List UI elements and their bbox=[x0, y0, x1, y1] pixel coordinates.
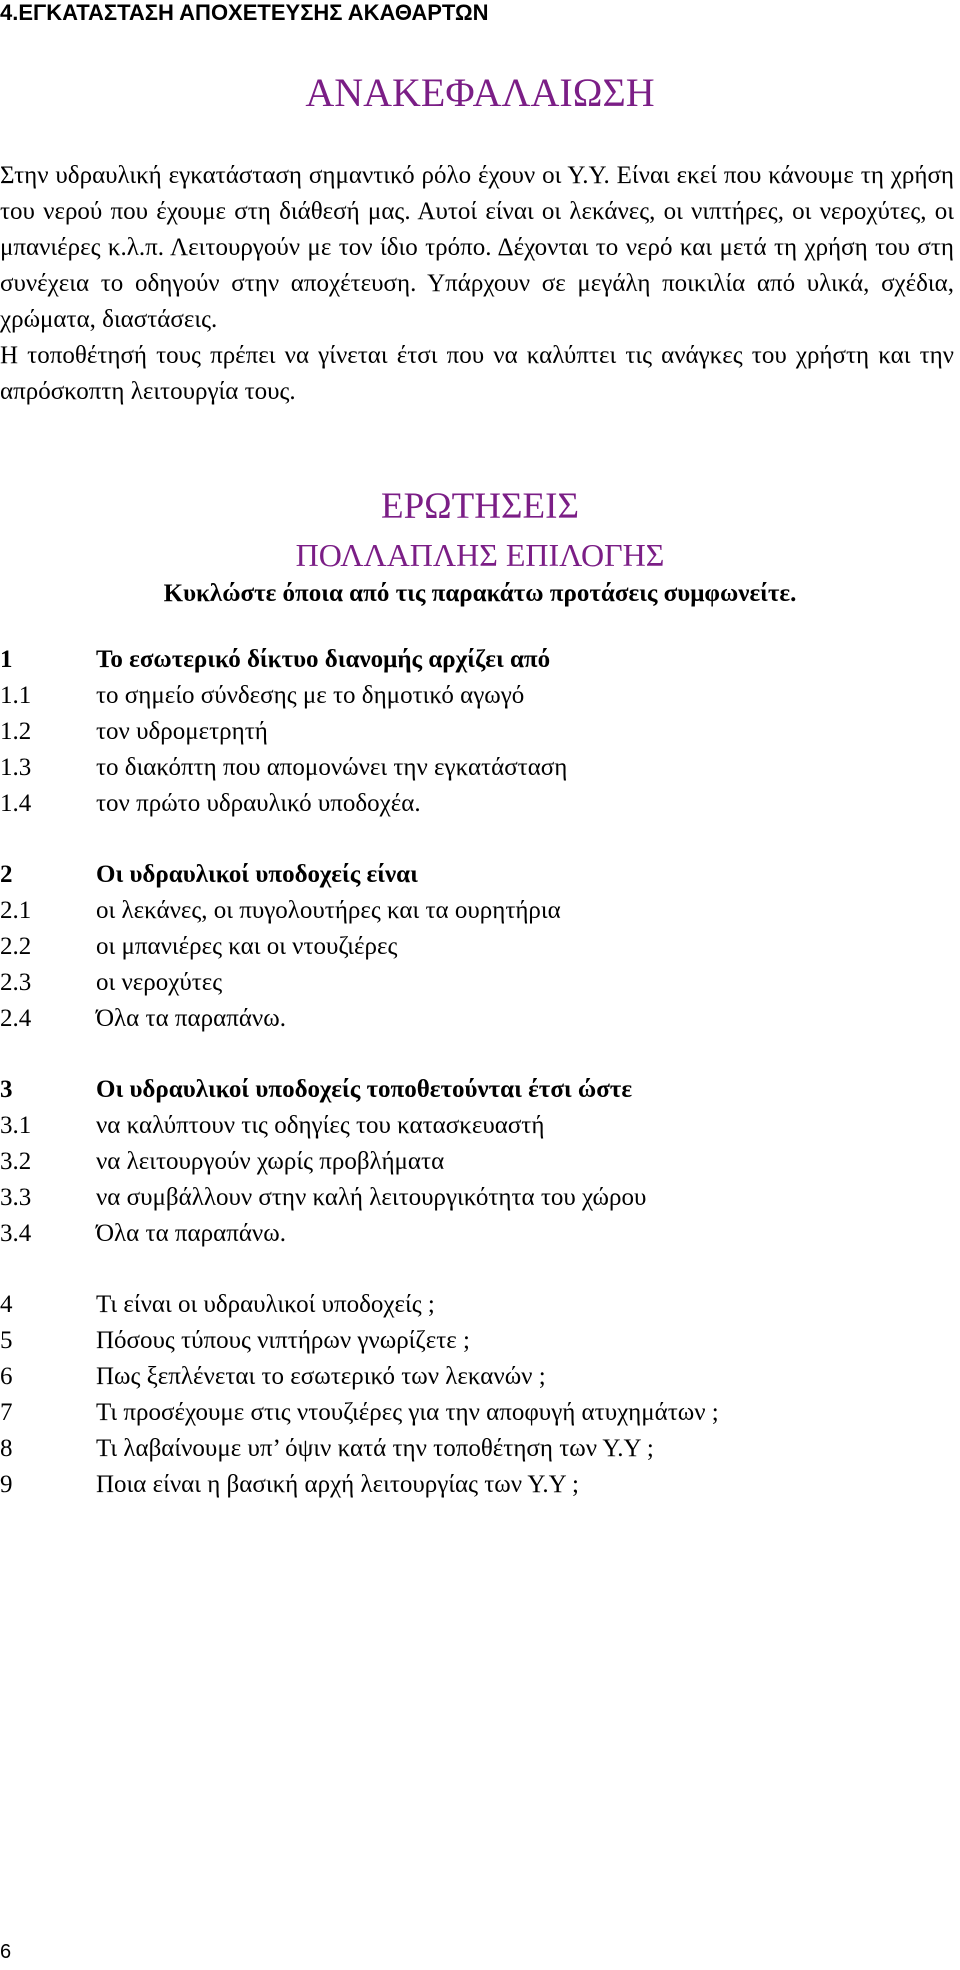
question-3 bbox=[0, 1072, 960, 1252]
option-row[interactable] bbox=[0, 1001, 960, 1037]
question-number: 2 bbox=[0, 861, 13, 888]
question-number: 9 bbox=[0, 1471, 13, 1498]
question-number: 4 bbox=[0, 1291, 13, 1318]
option-row[interactable] bbox=[0, 1108, 960, 1144]
option-number: 1.2 bbox=[0, 718, 32, 745]
option-row[interactable] bbox=[0, 678, 960, 714]
option-text: Όλα τα παραπάνω. bbox=[96, 1220, 286, 1247]
option-number: 1.3 bbox=[0, 754, 32, 781]
question-number: 5 bbox=[0, 1327, 13, 1354]
option-row[interactable] bbox=[0, 750, 960, 786]
questions-subtitle: ΠΟΛΛΑΠΛΗΣ ΕΠΙΛΟΓΗΣ bbox=[295, 537, 665, 573]
option-text: το διακόπτη που απομονώνει την εγκατάσταση bbox=[96, 754, 568, 781]
option-number: 3.1 bbox=[0, 1112, 32, 1139]
question-text: Οι υδραυλικοί υποδοχείς είναι bbox=[96, 861, 418, 888]
option-row[interactable] bbox=[0, 965, 960, 1001]
option-text: το σημείο σύνδεσης με το δημοτικό αγωγό bbox=[96, 682, 525, 709]
option-number: 3.2 bbox=[0, 1148, 32, 1175]
option-row[interactable] bbox=[0, 893, 960, 929]
question-number: 6 bbox=[0, 1363, 13, 1390]
option-text: να συμβάλλουν στην καλή λειτουργικότητα του χώρου bbox=[96, 1184, 647, 1211]
question-text: Πως ξεπλένεται το εσωτερικό των λεκανών ; bbox=[96, 1363, 546, 1390]
question-row bbox=[0, 857, 960, 893]
summary-paragraph-1: Στην υδραυλική εγκατάσταση σημαντικό ρόλο έχουν οι Υ.Υ. Είναι εκεί που κάνουμε τη χρήση του νερού που έχουμε στη διάθεσή μας. Αυτοί είναι οι λεκάνες, οι νιπτήρες, οι νεροχύτες, οι μπανιέρες κ.λ.π. Λειτουργούν με τον ίδιο τρόπο. Δέχονται το νερό και μετά τη χρήση του στη συνέχεια το οδηγούν στην αποχέτευση. Υπάρχουν σε μεγάλη ποικιλία από υλικά, σχέδια, χρώματα, διαστάσεις. bbox=[0, 162, 954, 333]
option-number: 2.1 bbox=[0, 897, 32, 924]
open-question-row bbox=[0, 1467, 960, 1503]
option-number: 1.4 bbox=[0, 790, 32, 817]
option-text: τον πρώτο υδραυλικό υποδοχέα. bbox=[96, 790, 421, 817]
question-row bbox=[0, 642, 960, 678]
option-text: οι λεκάνες, οι πυγολουτήρες και τα ουρητήρια bbox=[96, 897, 561, 924]
option-number: 3.3 bbox=[0, 1184, 32, 1211]
option-row[interactable] bbox=[0, 786, 960, 822]
question-1 bbox=[0, 642, 960, 822]
chapter-heading: 4.ΕΓΚΑΤΑΣΤΑΣΗ ΑΠΟΧΕΤΕΥΣΗΣ ΑΚΑΘΑΡΤΩΝ bbox=[0, 0, 489, 25]
question-text: Πόσους τύπους νιπτήρων γνωρίζετε ; bbox=[96, 1327, 470, 1354]
option-text: οι μπανιέρες και οι ντουζιέρες bbox=[96, 933, 398, 960]
question-number: 7 bbox=[0, 1399, 13, 1426]
option-row[interactable] bbox=[0, 929, 960, 965]
option-text: Όλα τα παραπάνω. bbox=[96, 1005, 286, 1032]
option-number: 2.4 bbox=[0, 1005, 32, 1032]
option-text: να λειτουργούν χωρίς προβλήματα bbox=[96, 1148, 445, 1175]
option-text: να καλύπτουν τις οδηγίες του κατασκευαστή bbox=[96, 1112, 545, 1139]
question-text: Ποια είναι η βασική αρχή λειτουργίας των Υ.Υ ; bbox=[96, 1471, 579, 1498]
open-question-row bbox=[0, 1395, 960, 1431]
option-number: 2.2 bbox=[0, 933, 32, 960]
question-text: Οι υδραυλικοί υποδοχείς τοποθετούνται έτσι ώστε bbox=[96, 1076, 632, 1103]
question-text: Τι είναι οι υδραυλικοί υποδοχείς ; bbox=[96, 1291, 435, 1318]
question-number: 8 bbox=[0, 1435, 13, 1462]
option-number: 1.1 bbox=[0, 682, 32, 709]
question-text: Τι προσέχουμε στις ντουζιέρες για την αποφυγή ατυχημάτων ; bbox=[96, 1399, 719, 1426]
option-text: τον υδρομετρητή bbox=[96, 718, 268, 745]
option-text: οι νεροχύτες bbox=[96, 969, 223, 996]
question-2 bbox=[0, 857, 960, 1037]
open-questions bbox=[0, 1287, 960, 1503]
summary-title: ΑΝΑΚΕΦΑΛΑΙΩΣΗ bbox=[305, 70, 655, 115]
option-row[interactable] bbox=[0, 1216, 960, 1252]
summary-paragraph-2: Η τοποθέτησή τους πρέπει να γίνεται έτσι που να καλύπτει τις ανάγκες του χρήστη και την απρόσκοπτη λειτουργία τους. bbox=[0, 342, 954, 405]
question-text: Το εσωτερικό δίκτυο διανομής αρχίζει από bbox=[96, 646, 551, 673]
option-row[interactable] bbox=[0, 1144, 960, 1180]
open-question-row bbox=[0, 1359, 960, 1395]
option-row[interactable] bbox=[0, 714, 960, 750]
option-number: 3.4 bbox=[0, 1220, 32, 1247]
question-text: Τι λαβαίνουμε υπ’ όψιν κατά την τοποθέτηση των Υ.Υ ; bbox=[96, 1435, 654, 1462]
option-row[interactable] bbox=[0, 1180, 960, 1216]
question-row bbox=[0, 1072, 960, 1108]
questions-title: ΕΡΩΤΗΣΕΙΣ bbox=[381, 486, 579, 527]
open-question-row bbox=[0, 1431, 960, 1467]
open-question-row bbox=[0, 1287, 960, 1323]
summary-text bbox=[0, 158, 954, 410]
open-question-row bbox=[0, 1323, 960, 1359]
question-number: 1 bbox=[0, 646, 13, 673]
questions-instructions: Κυκλώστε όποια από τις παρακάτω προτάσεις συμφωνείτε. bbox=[163, 580, 797, 607]
page-number: 6 bbox=[0, 1941, 12, 1963]
option-number: 2.3 bbox=[0, 969, 32, 996]
question-number: 3 bbox=[0, 1076, 13, 1103]
